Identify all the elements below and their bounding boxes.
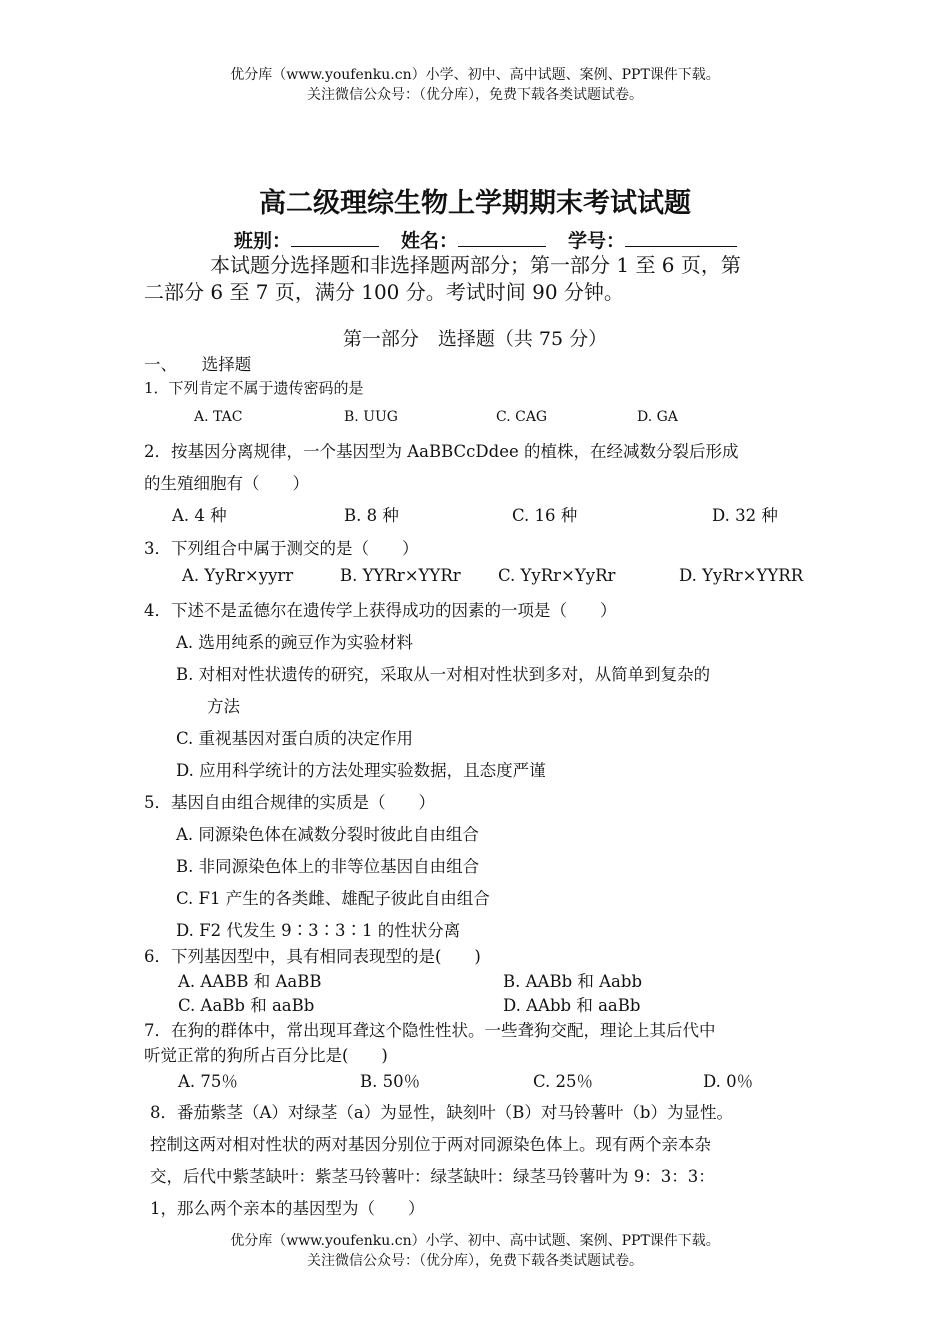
footer-line-2: 关注微信公众号：（优分库），免费下载各类试题试卷。 <box>307 1253 643 1269</box>
q3-option-c: C. YyRr×YyRr <box>498 566 616 585</box>
id-blank[interactable] <box>625 228 737 247</box>
q4-stem: 4．下述不是孟德尔在遗传学上获得成功的因素的一项是（ ） <box>144 601 617 620</box>
q4-option-c: C. 重视基因对蛋白质的决定作用 <box>176 729 414 748</box>
q6-option-a: A. AABB 和 AaBB <box>178 972 322 991</box>
q5-option-a: A. 同源染色体在减数分裂时彼此自由组合 <box>176 825 479 844</box>
q6-option-b: B. AABb 和 Aabb <box>503 972 643 991</box>
q2-option-c: C. 16 种 <box>512 506 578 525</box>
intro-line-2: 二部分 6 至 7 页，满分 100 分。考试时间 90 分钟。 <box>144 280 624 304</box>
q2-stem-1: 2．按基因分离规律，一个基因型为 AaBBCcDdee 的植株，在经减数分裂后形成 <box>144 442 739 461</box>
q8-line-4: 1，那么两个亲本的基因型为（ ） <box>150 1199 425 1218</box>
q2-option-d: D. 32 种 <box>712 506 778 525</box>
q4-option-a: A. 选用纯系的豌豆作为实验材料 <box>176 633 413 652</box>
q6-stem: 6．下列基因型中，具有相同表现型的是( ) <box>144 947 481 966</box>
q3-stem: 3．下列组合中属于测交的是（ ） <box>144 539 419 558</box>
intro-line-1: 本试题分选择题和非选择题两部分；第一部分 1 至 6 页，第 <box>210 253 741 277</box>
q5-option-d: D. F2 代发生 9∶3∶3∶1 的性状分离 <box>176 921 461 940</box>
q3-option-d: D. YyRr×YYRR <box>679 566 804 585</box>
q4-option-b-cont: 方法 <box>207 697 240 716</box>
page-title: 高二级理综生物上学期期末考试试题 <box>259 188 691 219</box>
q4-option-d: D. 应用科学统计的方法处理实验数据，且态度严谨 <box>176 761 546 780</box>
q6-option-c: C. AaBb 和 aaBb <box>178 996 315 1015</box>
part-heading: 一、 选择题 <box>144 355 252 374</box>
q7-option-a: A. 75％ <box>178 1072 238 1091</box>
q2-option-a: A. 4 种 <box>172 506 227 525</box>
q7-option-d: D. 0％ <box>703 1072 754 1091</box>
q8-line-3: 交，后代中紫茎缺叶：紫茎马铃薯叶：绿茎缺叶：绿茎马铃薯叶为 9：3：3： <box>150 1167 715 1186</box>
id-label: 学号： <box>568 230 626 252</box>
q8-line-2: 控制这两对相对性状的两对基因分别位于两对同源染色体上。现有两个亲本杂 <box>150 1135 711 1154</box>
q7-option-b: B. 50％ <box>360 1072 421 1091</box>
q2-option-b: B. 8 种 <box>344 506 399 525</box>
name-blank[interactable] <box>458 228 546 247</box>
header-line-2: 关注微信公众号：（优分库），免费下载各类试题试卷。 <box>307 87 643 103</box>
q1-option-a: A. TAC <box>194 409 243 425</box>
q7-stem-2: 听觉正常的狗所占百分比是( ) <box>144 1046 388 1065</box>
q1-option-d: D. GA <box>637 409 678 425</box>
q1-option-b: B. UUG <box>344 409 398 425</box>
name-label: 姓名： <box>401 230 459 252</box>
header-line-1: 优分库（www.youfenku.cn）小学、初中、高中试题、案例、PPT课件下载。 <box>230 67 720 83</box>
footer-line-1: 优分库（www.youfenku.cn）小学、初中、高中试题、案例、PPT课件下载。 <box>230 1233 720 1249</box>
class-blank[interactable] <box>291 228 379 247</box>
q7-stem-1: 7．在狗的群体中，常出现耳聋这个隐性性状。一些聋狗交配，理论上其后代中 <box>144 1021 716 1040</box>
class-label: 班别： <box>234 230 292 252</box>
q6-option-d: D. AAbb 和 aaBb <box>503 996 641 1015</box>
q3-option-b: B. YYRr×YYRr <box>340 566 461 585</box>
q2-stem-2: 的生殖细胞有（ ） <box>144 474 309 493</box>
section-title: 第一部分 选择题（共 75 分） <box>342 328 608 350</box>
q8-line-1: 8．番茄紫茎（A）对绿茎（a）为显性，缺刻叶（B）对马铃薯叶（b）为显性。 <box>150 1103 733 1122</box>
q3-option-a: A. YyRr×yyrr <box>182 566 294 585</box>
q4-option-b: B. 对相对性状遗传的研究，采取从一对相对性状到多对，从简单到复杂的 <box>176 665 711 684</box>
q1-option-c: C. CAG <box>496 409 548 425</box>
q1-stem: 1．下列肯定不属于遗传密码的是 <box>144 379 364 397</box>
q5-option-b: B. 非同源染色体上的非等位基因自由组合 <box>176 857 480 876</box>
q5-stem: 5．基因自由组合规律的实质是（ ） <box>144 793 435 812</box>
q7-option-c: C. 25％ <box>533 1072 594 1091</box>
q5-option-c: C. F1 产生的各类雌、雄配子彼此自由组合 <box>176 889 490 908</box>
